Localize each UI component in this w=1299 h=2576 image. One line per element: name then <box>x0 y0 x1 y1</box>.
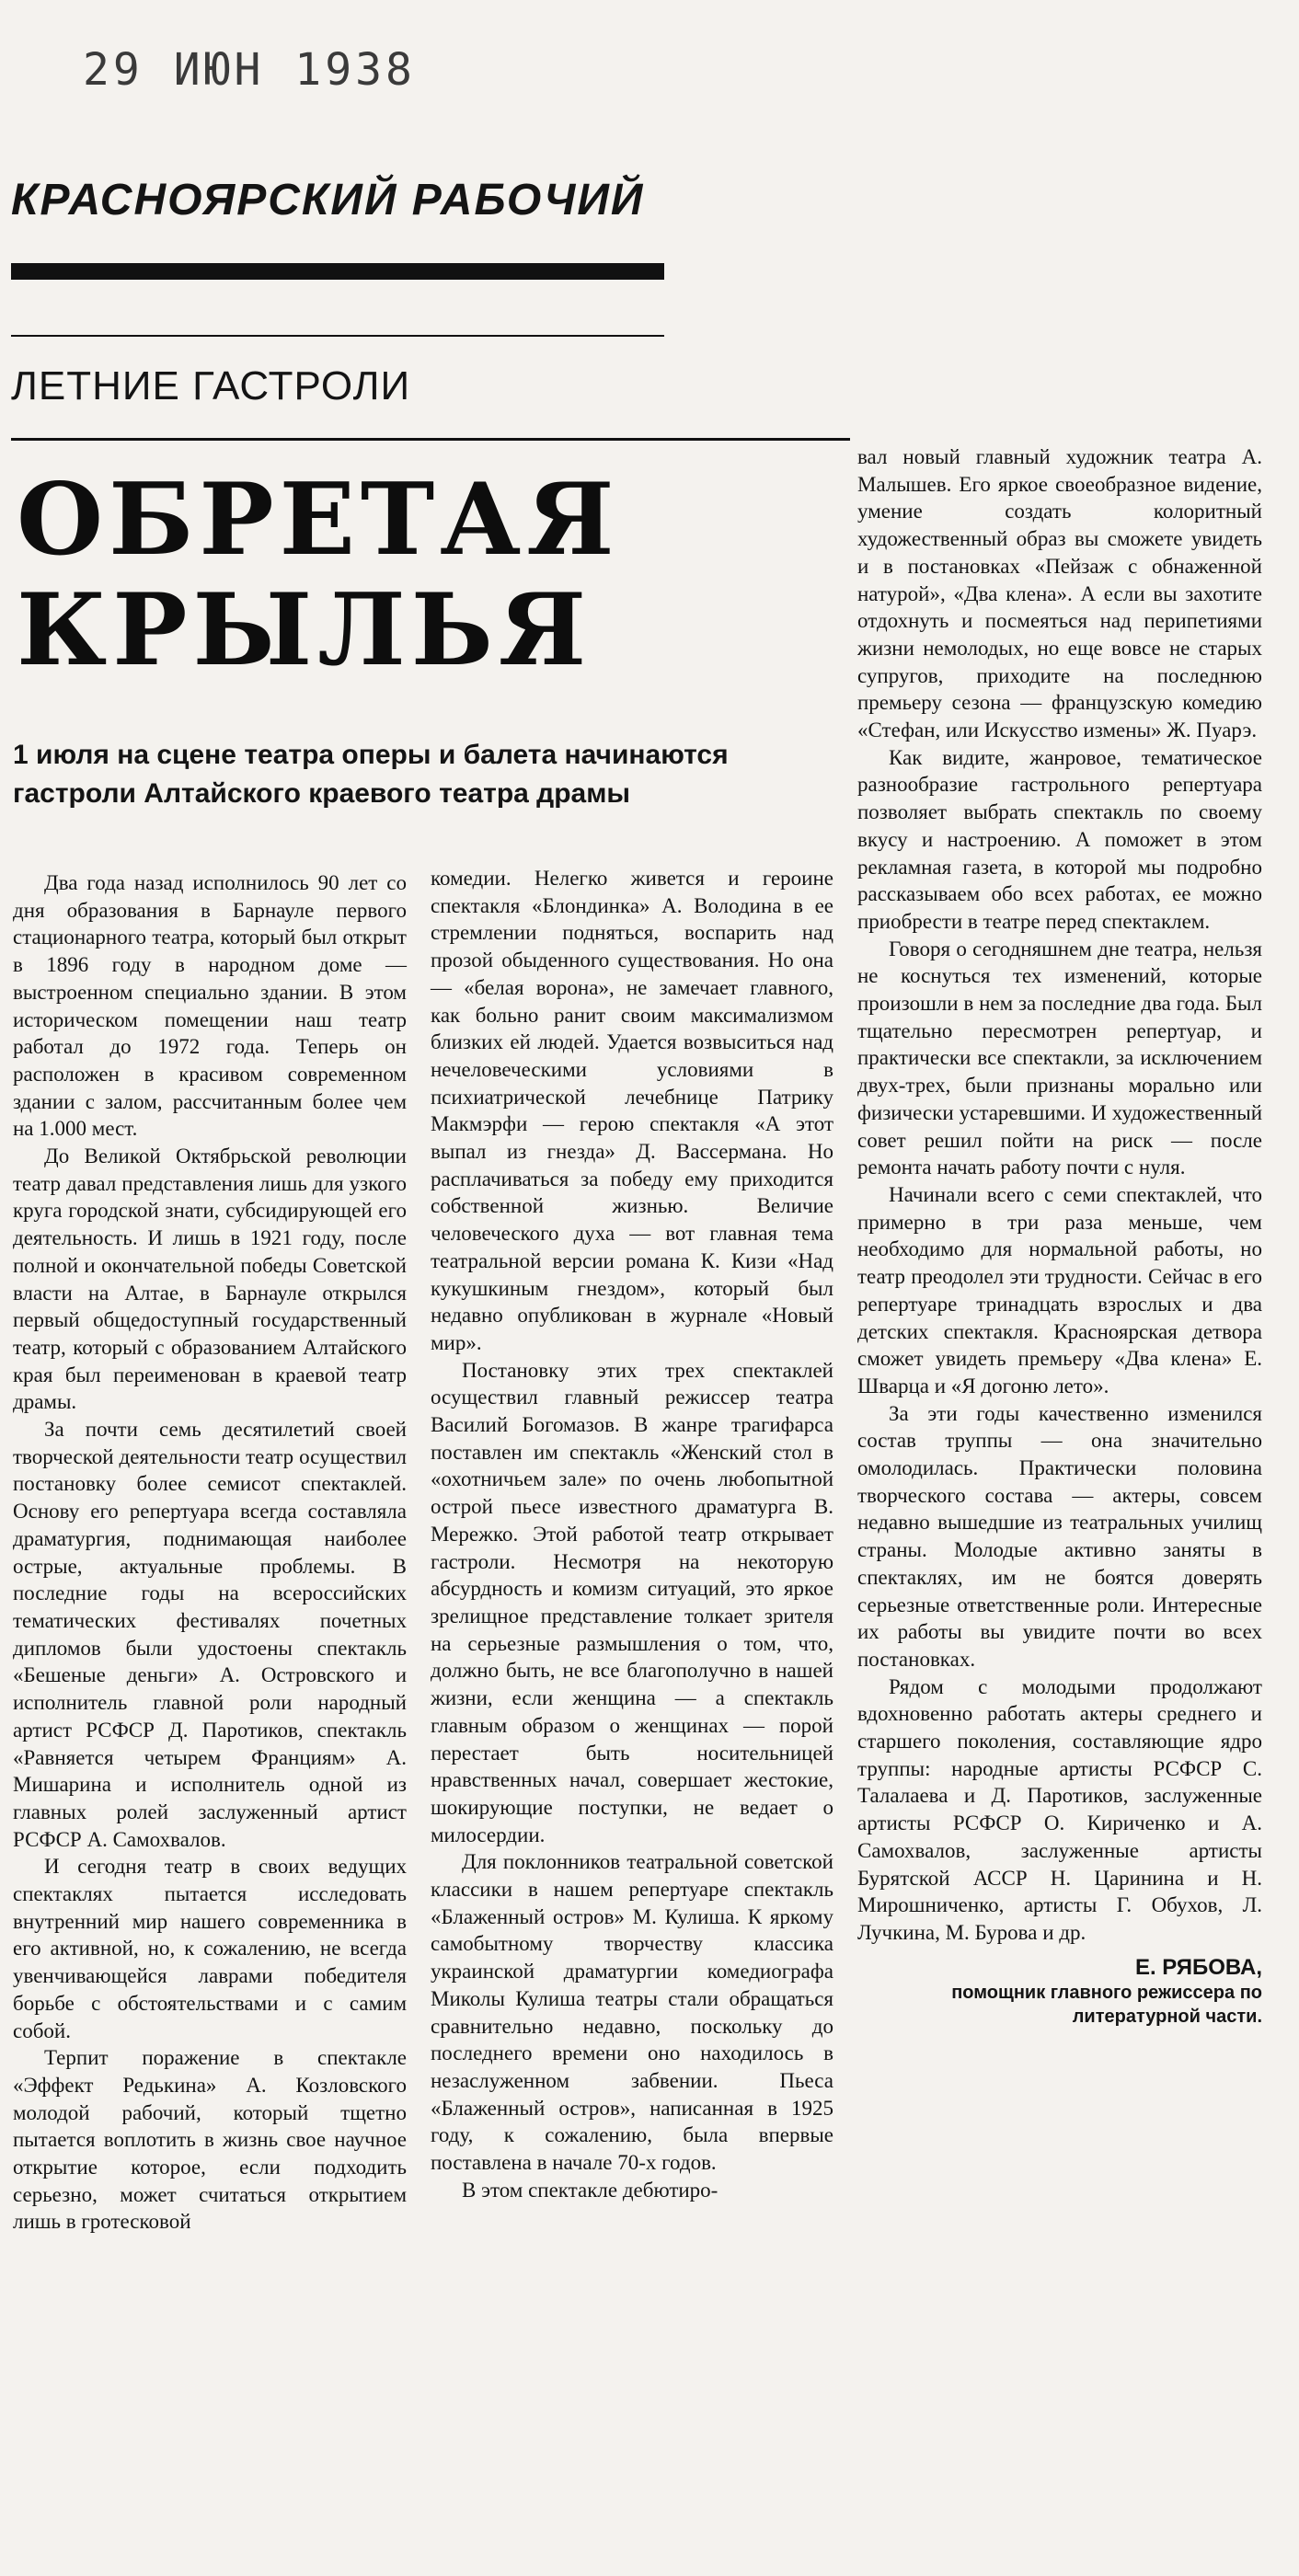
article-subtitle: 1 июля на сцене театра оперы и балета начинаются гастроли Алтайского краевого театра драмы <box>13 740 729 809</box>
author-role: помощник главного режиссера по литературной части. <box>951 1983 1262 2028</box>
date-stamp: 29 ИЮН 1938 <box>83 44 416 96</box>
paragraph: В этом спектакле дебютиро- <box>462 2178 718 2202</box>
paragraph: Для поклонников театральной советской классики в нашем репертуаре спектакль «Блаженный остров» М. Кулиша. К яркому самобытному творчеству классика украинской драматургии комедиографа Миколы Кулиша театры стали обращаться сравнительно недавно, поскольку до последнего времени оно находилось в незаслуженном забвении. Пьеса «Блаженный остров», написанная в 1925 году, к сожалению, была впервые поставлена в начале 70-х годов. <box>431 1850 833 2175</box>
paragraph: Постановку этих трех спектаклей осуществил главный режиссер театра Василий Богомазов. В жанре трагифарса поставлен им спектакль «Женский стол в «охотничьем зале» по очень любопытной острой пьесе известного драматурга В. Мережко. Этой работой театр открывает гастроли. Несмотря на некоторую абсурдность и комизм ситуаций, это яркое зрелищное представление толкает зрителя на серьезные размышления о том, что, должно быть, не все благополучно в нашей жизни, если женщина — а спектакль главным образом о женщинах — порой перестает быть носительницей нравственных начал, совершает жестокие, шокирующие поступки, не ведает о милосердии. <box>431 1358 833 1846</box>
article-title-line-2: КРЫЛЬЯ <box>17 572 592 688</box>
section-heading: ЛЕТНИЕ ГАСТРОЛИ <box>11 363 411 408</box>
author-name: Е. РЯБОВА, <box>1134 1954 1262 1980</box>
paragraph: Говоря о сегодняшнем дне театра, нельзя не коснуться тех изменений, которые произошли в нем за последние два года. Был тщательно пересмотрен репертуар, и практически все спектакли, за исключением двух-трех, были признаны морально или физически устаревшими. И художественный совет решил пойти на риск — после ремонта начать работу почти с нуля. <box>857 937 1262 1179</box>
paragraph: Терпит поражение в спектакле «Эффект Редькина» А. Козловского молодой рабочий, который тщетно пытается воплотить в жизнь свое научное открытие которое, если подходить серьезно, может считаться открытием лишь в гротесковой <box>13 2046 407 2234</box>
paragraph: Два года назад исполнилось 90 лет со дня образования в Барнауле первого стационарного театра, который был открыт в 1896 году в народном доме — выстроенном специально здании. В этом историческом помещении наш театр работал до 1972 года. Теперь он расположен в красивом современном здании с залом, рассчитанным более чем на 1.000 мест. <box>13 871 407 1141</box>
paragraph: Как видите, жанровое, тематическое разнообразие гастрольного репертуара позволяет выбрать спектакль по своему вкусу и настроению. А поможет в этом рекламная газета, в которой мы подробно рассказываем обо всех работах, ее можно приобрести в театре перед спектаклем. <box>857 745 1262 933</box>
newspaper-masthead: КРАСНОЯРСКИЙ РАБОЧИЙ <box>11 176 645 224</box>
section-rule-bottom <box>11 438 850 441</box>
article-title-line-1: ОБРЕТАЯ <box>17 462 620 578</box>
paragraph: Рядом с молодыми продолжают вдохновенно работать актеры среднего и старшего поколения, составляющие ядро труппы: народные артисты РСФСР С. Талалаева и Д. Паротиков, заслуженные артисты РСФСР О. Кириченко и А. Самохвалов, заслуженные артисты Бурятской АССР Н. Царинина и Н. Мирошниченко, артисты Г. Обухов, Л. Лучкина, М. Бурова и др. <box>857 1674 1262 1944</box>
article-column-1 <box>13 869 407 2236</box>
paragraph: комедии. Нелегко живется и героине спектакля «Блондинка» А. Володина в ее стремлении подняться, воспарить над прозой обыденного существования. Но она — «белая ворона», не замечает главного, как больно ранит своим максимализмом близких ей людей. Удается возвыситься над нечеловеческими условиями в психиатрической лечебнице Патрику Макмэрфи — герою спектакля «А этот выпал из гнезда» Д. Вассермана. Но расплачиваться за победу ему приходится собственной жизнью. Величие человеческого духа — вот главная тема театральной версии романа К. Кизи «Над кукушкиным гнездом», который был недавно опубликован в журнале «Новый мир». <box>431 867 833 1354</box>
masthead-rule <box>11 263 664 280</box>
paragraph: За эти годы качественно изменился состав труппы — она значительно омолодилась. Практически половина творческого состава — актеры, совсем недавно вышедшие из театральных училищ страны. Молодые активно заняты в спектаклях, им не боятся доверять серьезные ответственные роли. Интересные их работы вы увидите почти во всех постановках. <box>857 1401 1262 1671</box>
paragraph: До Великой Октябрьской революции театр давал представления лишь для узкого круга городской знати, субсидирующей его деятельность. И лишь в 1921 году, после полной и окончательной победы Советской власти на Алтае, в Барнауле открылся первый общедоступный государственный театр, который с образованием Алтайского края был переименован в краевой театр драмы. <box>13 1144 407 1414</box>
article-title <box>17 462 845 688</box>
article-column-2 <box>431 865 833 2203</box>
article-column-3 <box>857 443 1262 2029</box>
paragraph: вал новый главный художник театра А. Малышев. Его яркое своеобразное видение, умение создать колоритный художественный образ вы сможете увидеть и в постановках «Пейзаж с обнаженной натурой», «Два клена». А если вы захотите отдохнуть и посмеяться над перипетиями жизни немолодых, но еще вовсе не старых супругов, приходите на последнюю премьеру сезона — французскую комедию «Стефан, или Искусство измены» Ж. Пуарэ. <box>857 445 1262 742</box>
paragraph: И сегодня театр в своих ведущих спектаклях пытается исследовать внутренний мир нашего современника в его активной, но, к сожалению, не всегда увенчивающейся лаврами победителя борьбе с обстоятельствами и с самим собой. <box>13 1855 407 2042</box>
section-rule-top <box>11 335 664 337</box>
paragraph: Начинали всего с семи спектаклей, что примерно в три раза меньше, чем необходимо для нормальной работы, но театр преодолел эти трудности. Сейчас в его репертуаре тринадцать взрослых и два детских спектакля. Красноярская детвора сможет увидеть премьеру «Два клена» Е. Шварца и «Я догоню лето». <box>857 1182 1262 1397</box>
paragraph: За почти семь десятилетий своей творческой деятельности театр осуществил постановку более семисот спектаклей. Основу его репертуара всегда составляла драматургия, поднимающая наиболее острые, актуальные проблемы. В последние годы на всероссийских тематических фестивалях почетных дипломов были удостоены спектакль «Бешеные деньги» А. Островского и исполнитель главной роли народный артист РСФСР Д. Паротиков, спектакль «Равняется четырем Франциям» А. Мишарина и исполнитель одной из главных ролей заслуженный артист РСФСР А. Самохвалов. <box>13 1418 407 1851</box>
